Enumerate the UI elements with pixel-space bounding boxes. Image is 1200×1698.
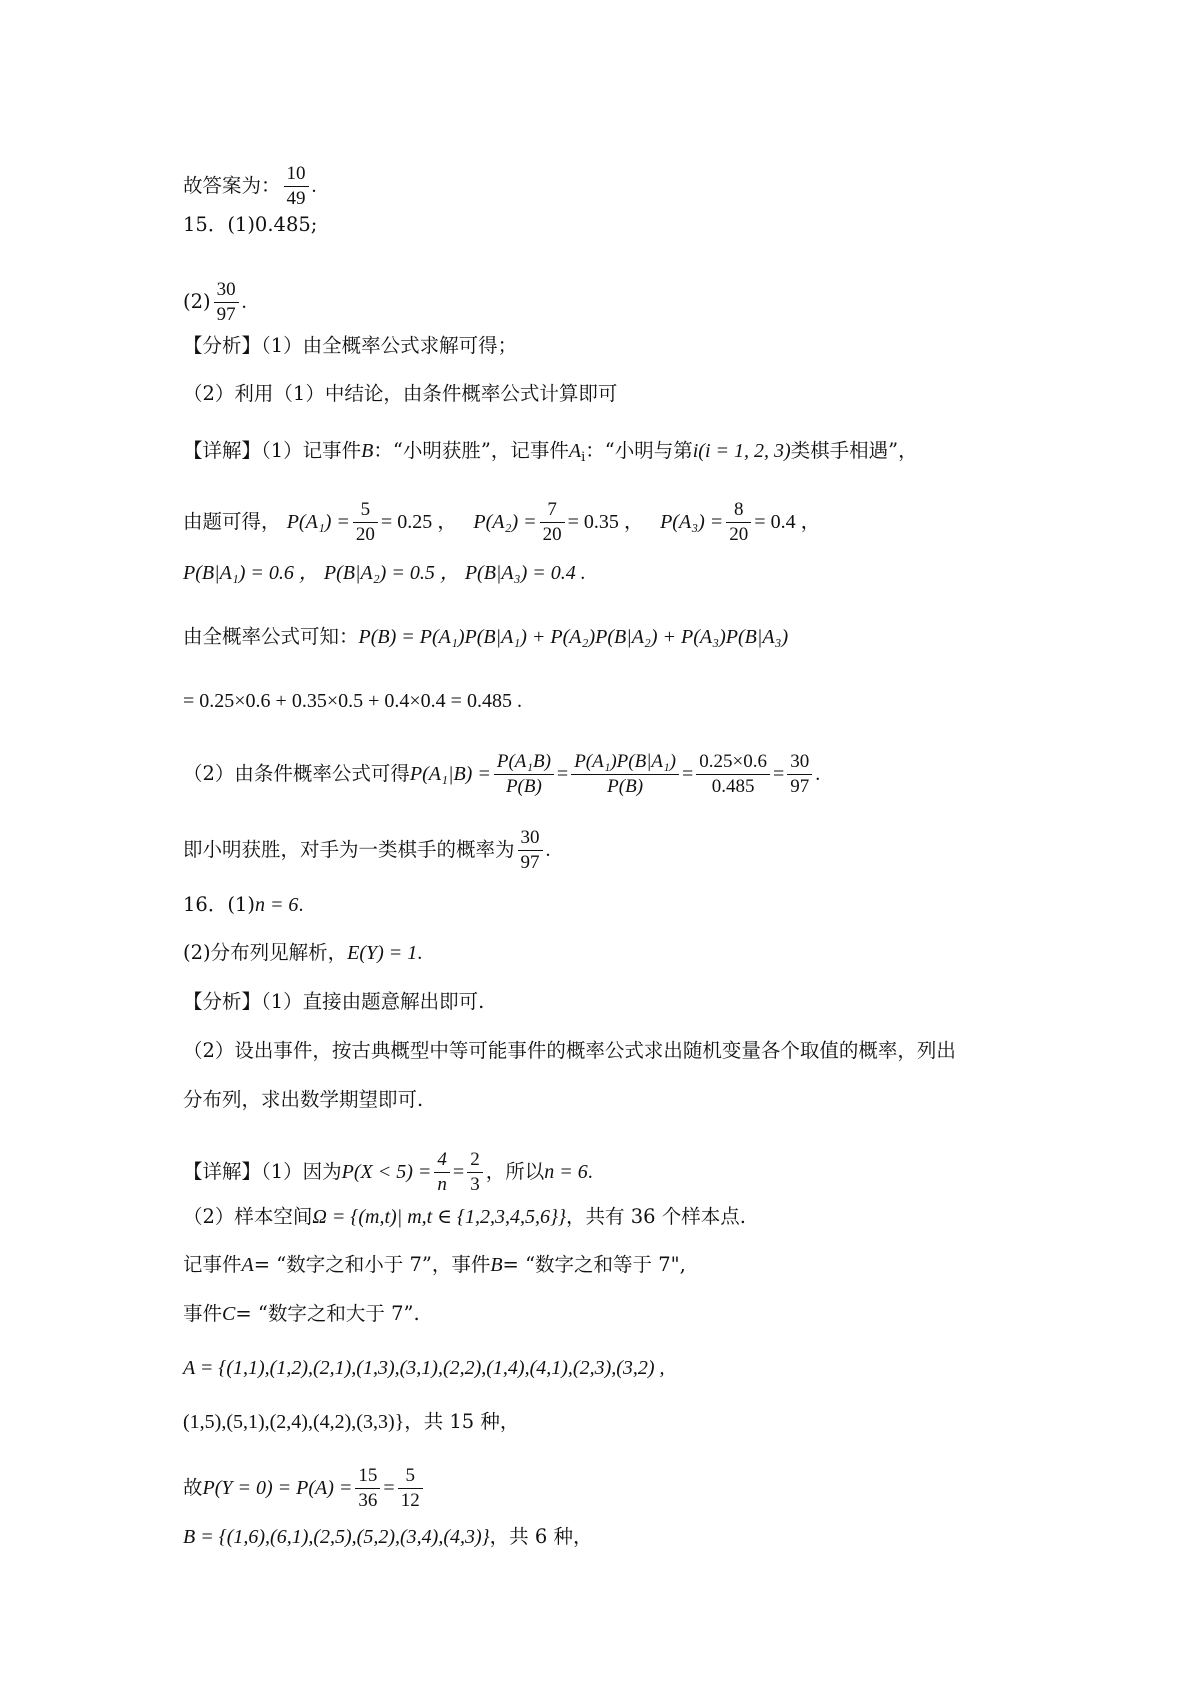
- detail-15-total-probability: 由全概率公式可知：P(B) = P(A₁)P(B|A₁) + P(A₂)P(B|A₂) + P(A₃)P(B|A₃): [183, 625, 789, 648]
- detail-15-priors: 由题可得， P(A₁) = $\frac{5}{20}$ = 0.25 ， P(A₂) = $\frac{7}{20}$ = 0.35 ， P(A₃) = $\frac{8}{20}$ = 0.4 ，: [183, 499, 821, 545]
- fraction: $\frac{10}{49}$: [284, 162, 309, 211]
- fraction: $\frac{30}{97}$: [787, 750, 812, 799]
- conclusion-15: 即小明获胜，对手为一类棋手的概率为 $\frac{30}{97}$ .: [183, 827, 551, 873]
- fraction: $\frac{30}{97}$: [518, 826, 543, 875]
- detail-16-prob-y0: 故P(Y = 0) = P(A) = $\frac{15}{36}$ = $\frac{5}{12}$: [183, 1464, 426, 1513]
- answer-16-part1: 16．(1)n = 6.: [183, 893, 304, 916]
- analysis-15-part2: （2）利用（1）中结论，由条件概率公式计算即可: [183, 382, 618, 405]
- detail-16-event-c: 事件C= “数字之和大于 7”.: [183, 1302, 420, 1325]
- fraction: $\frac{8}{20}$: [726, 498, 751, 547]
- detail-16-sample-space: （2）样本空间Ω = {(m,t)| m,t ∈ {1,2,3,4,5,6}}，共有 36 个样本点.: [183, 1205, 746, 1228]
- detail-15-events: 【详解】（1）记事件B：“小明获胜”，记事件$A_i$：“小明与第i(i = 1, 2, 3)类棋手相遇”，: [183, 439, 918, 465]
- detail-16-set-a: A = {(1,1),(1,2),(2,1),(1,3),(3,1),(2,2),(1,4),(4,1),(2,3),(3,2) ,: [183, 1357, 665, 1379]
- detail-16-part1: 【详解】（1）因为P(X < 5) = $\frac{4}{n}$ = $\frac{2}{3}$ ，所以n = 6.: [183, 1149, 593, 1195]
- answer-15-part2: (2) $\frac{30}{97}$ .: [183, 279, 247, 325]
- fraction: $\frac{30}{97}$: [214, 278, 239, 327]
- fraction: $\frac{2}{3}$: [467, 1148, 483, 1197]
- analysis-16-part2-cont: 分布列，求出数学期望即可.: [183, 1088, 424, 1111]
- analysis-16-part2: （2）设出事件，按古典概型中等可能事件的概率公式求出随机变量各个取值的概率，列出: [183, 1039, 956, 1062]
- detail-15-calculation: = 0.25×0.6 + 0.35×0.5 + 0.4×0.4 = 0.485 .: [183, 690, 522, 712]
- text: 故答案为：: [183, 174, 281, 197]
- fraction: $\frac{\text{P(A₁)P(B|A₁)}}{P(B)}$: [571, 750, 679, 799]
- detail-16-set-b: B = {(1,6),(6,1),(2,5),(5,2),(3,4),(4,3)}，共 6 种，: [183, 1525, 593, 1548]
- answer-line-1: 故答案为： $\frac{10}{49}$ .: [183, 163, 317, 209]
- detail-15-bayes: （2）由条件概率公式可得P(A₁|B) = $\frac{\text{P(A₁B)}}{P(B)}$ = $\frac{\text{P(A₁)P(B|A₁)}}{P(B)}$ = $\frac{0.25\times 0.6}{0.485}$ = $\frac{30}{97}$ .: [183, 751, 821, 797]
- fraction: $\frac{5}{12}$: [398, 1464, 423, 1513]
- analysis-16: 【分析】（1）直接由题意解出即可.: [183, 990, 485, 1013]
- fraction: $\frac{\text{P(A₁B)}}{P(B)}$: [494, 750, 554, 799]
- detail-15-conditionals: P(B|A₁) = 0.6 ， P(B|A₂) = 0.5 ， P(B|A₃) = 0.4 .: [183, 562, 586, 584]
- fraction: $\frac{5}{20}$: [353, 498, 378, 547]
- detail-16-events: 记事件A= “数字之和小于 7”，事件B= “数字之和等于 7",: [183, 1253, 686, 1276]
- detail-16-set-a-cont: (1,5),(5,1),(2,4),(4,2),(3,3)}，共 15 种，: [183, 1410, 520, 1433]
- answer-16-part2: (2)分布列见解析，E(Y) = 1.: [183, 941, 423, 964]
- fraction: $\frac{4}{n}$: [434, 1148, 450, 1197]
- fraction: $\frac{15}{36}$: [355, 1464, 380, 1513]
- analysis-15: 【分析】（1）由全概率公式求解可得；: [183, 334, 518, 357]
- fraction: $\frac{0.25\times 0.6}{0.485}$: [696, 750, 770, 799]
- answer-15-part1: 15．(1)0.485;: [183, 213, 318, 236]
- fraction: $\frac{7}{20}$: [540, 498, 565, 547]
